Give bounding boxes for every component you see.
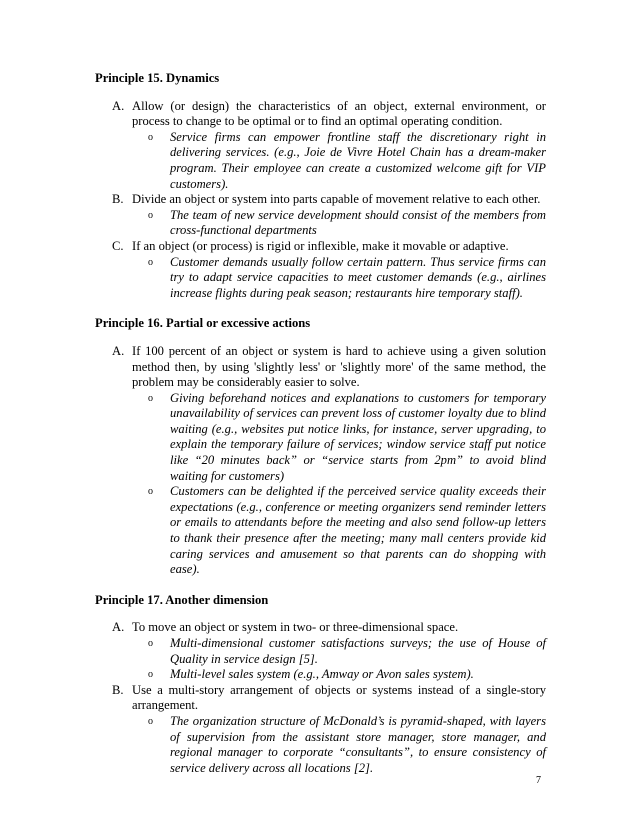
circle-bullet-icon: o <box>148 486 153 498</box>
principle-section <box>95 316 546 578</box>
sub-list-item <box>95 636 546 667</box>
item-text: Divide an object or system into parts capable of movement relative to each other. <box>132 192 541 207</box>
sub-item-text: Multi-level sales system (e.g., Amway or Avon sales system). <box>170 667 474 682</box>
sub-list-item <box>95 484 546 578</box>
circle-bullet-icon: o <box>148 392 153 404</box>
sub-list-item <box>95 255 546 302</box>
page-number: 7 <box>536 775 541 786</box>
principle-heading: Principle 15. Dynamics <box>95 71 220 85</box>
item-letter: A. <box>112 343 125 358</box>
sub-list-item <box>95 667 546 683</box>
sub-list-item <box>95 391 546 485</box>
list-item <box>95 683 546 714</box>
principle-section <box>95 593 546 777</box>
principle-heading: Principle 17. Another dimension <box>95 592 269 607</box>
circle-bullet-icon: o <box>148 715 153 727</box>
sub-item-text: Customers can be delighted if the perceived service quality exceeds their expectations (e.g., conference or meeting organizers send reminder letters or emails to attendants before the meeting and also send follow-up letters to thank their presence after the meeting; many mall centers provide kid caring services and amusement so that parents can do shopping with ease). <box>170 484 546 577</box>
sub-item-text: Customer demands usually follow certain pattern. Thus service firms can try to adapt service capacities to meet customer demands (e.g., airlines increase flights during peak season; restaurants hire temporary staff). <box>170 254 546 300</box>
item-letter: B. <box>112 682 124 697</box>
list-item <box>95 192 546 208</box>
item-text: To move an object or system in two- or three-dimensional space. <box>132 620 459 635</box>
sub-list-item <box>95 208 546 239</box>
list-item <box>95 99 546 130</box>
principle-item-list <box>95 99 546 302</box>
list-item <box>95 620 546 636</box>
sub-item-text: Giving beforehand notices and explanations to customers for temporary unavailability of services can prevent loss of customer loyalty due to blind waiting (e.g., websites put notice links, for instance, server upgrading, to explain the temporary failure of services; window service staff put notice like “20 minutes back” or “service starts from 2pm” to avoid blind waiting for customers) <box>170 390 546 483</box>
item-text: If an object (or process) is rigid or inflexible, make it movable or adaptive. <box>132 238 509 253</box>
page-content <box>95 71 546 791</box>
item-text: If 100 percent of an object or system is hard to achieve using a given solution method then, by using 'slightly less' or 'slightly more' of the same method, the problem may be considerably easier to solve. <box>132 343 546 390</box>
list-item <box>95 344 546 391</box>
item-text: Use a multi-story arrangement of objects or systems instead of a single-story arrangement. <box>132 682 546 713</box>
principle-section <box>95 71 546 301</box>
circle-bullet-icon: o <box>148 209 153 221</box>
list-item <box>95 239 546 255</box>
principle-heading: Principle 16. Partial or excessive actions <box>95 316 311 331</box>
item-letter: C. <box>112 238 124 253</box>
sub-item-text: Multi-dimensional customer satisfactions surveys; the use of House of Quality in service design [5]. <box>170 636 546 666</box>
item-letter: A. <box>112 98 125 113</box>
sub-list-item <box>95 130 546 192</box>
principle-item-list <box>95 344 546 578</box>
circle-bullet-icon: o <box>148 638 153 649</box>
sub-item-text: Service firms can empower frontline staff the discretionary right in delivering services. (e.g., Joie de Vivre Hotel Chain has a dream-maker program. Their employee can create a customized welcome gift for VIP customers). <box>170 129 546 191</box>
principle-item-list <box>95 620 546 776</box>
circle-bullet-icon: o <box>148 669 153 681</box>
item-text: Allow (or design) the characteristics of an object, external environment, or process to change to be optimal or to find an optimal operating condition. <box>132 98 546 129</box>
sub-list-item <box>95 714 546 776</box>
item-letter: B. <box>112 192 124 207</box>
circle-bullet-icon: o <box>148 256 153 268</box>
sub-item-text: The team of new service development should consist of the members from cross-functional departments <box>170 207 546 238</box>
circle-bullet-icon: o <box>148 131 153 143</box>
sub-item-text: The organization structure of McDonald’s is pyramid-shaped, with layers of supervision from the assistant store manager, store manager, and regional manager to corporate “consultants”, to ensure consistency of service delivery across all locations [2]. <box>170 713 546 775</box>
item-letter: A. <box>112 620 125 635</box>
